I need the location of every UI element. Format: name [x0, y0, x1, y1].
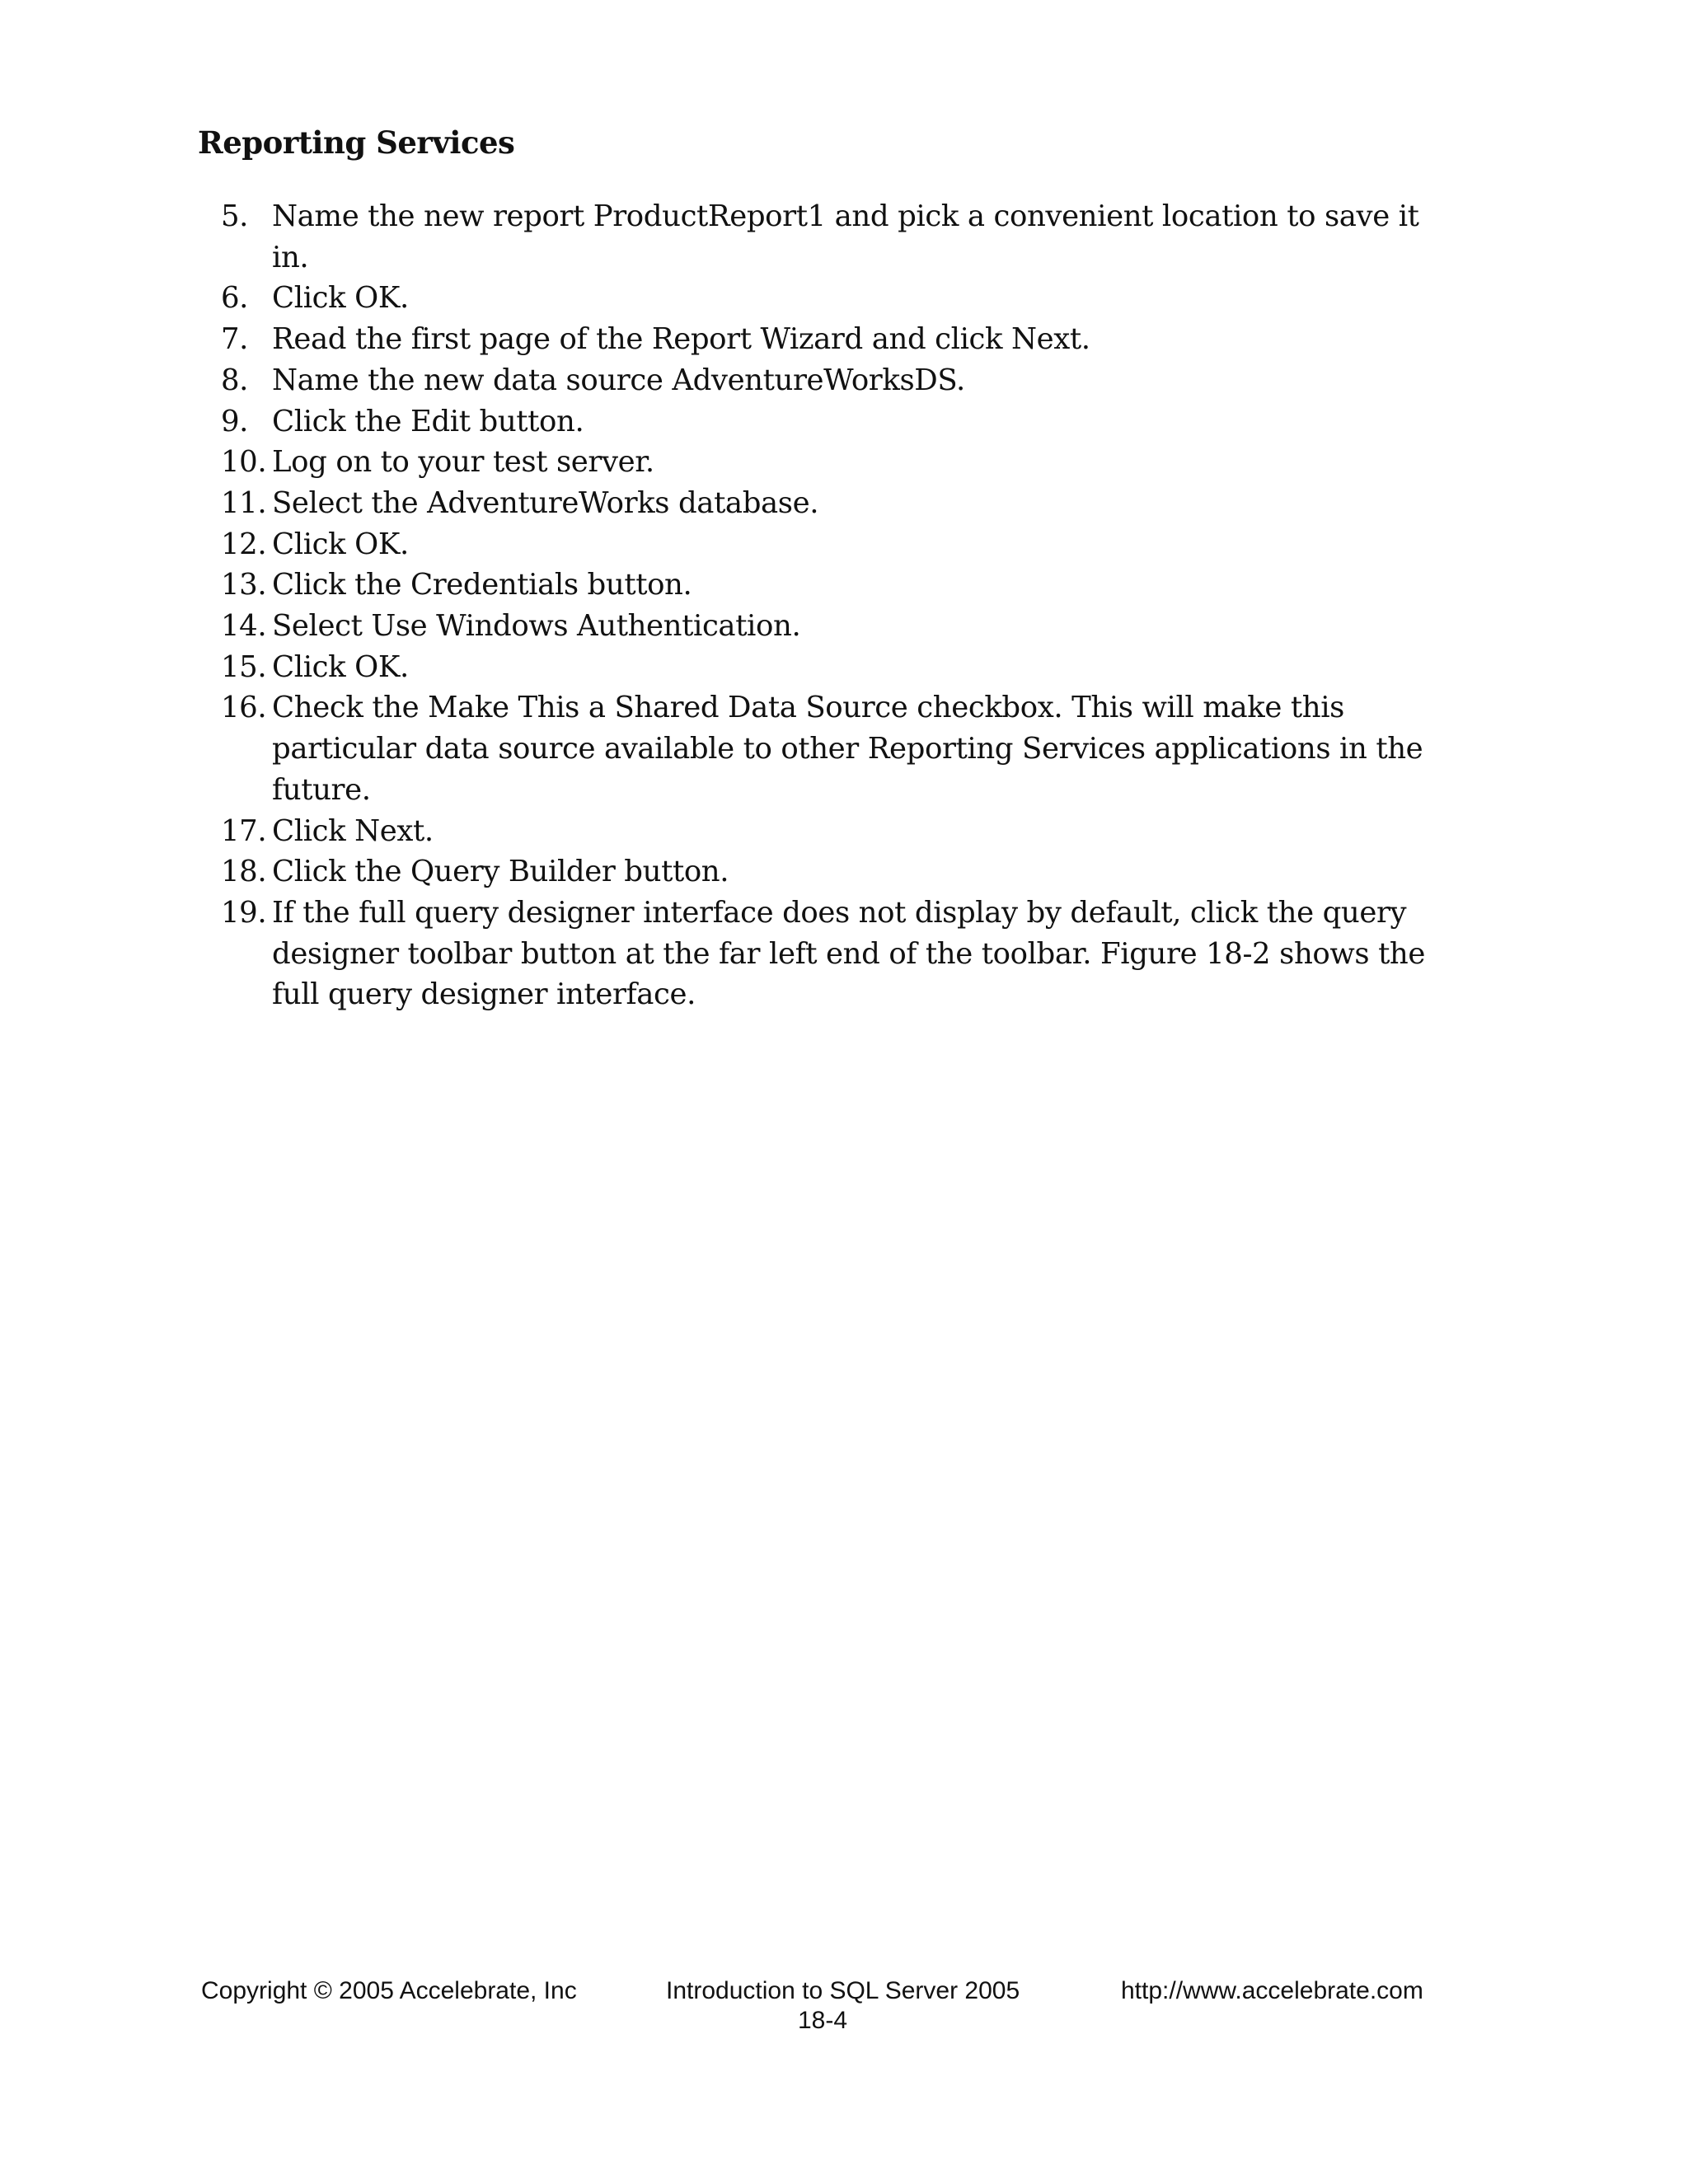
footer-copyright: Copyright © 2005 Accelebrate, Inc	[201, 1977, 577, 2004]
step-number: 6.	[221, 281, 249, 316]
step-text: If the full query designer interface does not display by default, click the query designer toolbar button at the far left end of the toolbar. Figure 18-2 shows the full query designer interface.	[272, 895, 1426, 1012]
step-text: Name the new data source AdventureWorksDS.	[272, 363, 965, 397]
step-number: 15.	[221, 649, 267, 684]
step-number: 19.	[221, 895, 267, 930]
step-text: Log on to your test server.	[272, 445, 654, 480]
step-text: Name the new report ProductReport1 and pick a convenient location to save it in.	[272, 199, 1419, 274]
list-item	[221, 360, 1441, 401]
list-item	[221, 647, 1441, 688]
list-item	[221, 524, 1441, 565]
step-text: Click the Edit button.	[272, 404, 584, 438]
list-item	[221, 278, 1441, 319]
list-item	[221, 442, 1441, 483]
footer-url[interactable]: http://www.accelebrate.com	[1121, 1977, 1423, 2004]
step-number: 14.	[221, 609, 267, 644]
step-text: Select the AdventureWorks database.	[272, 485, 819, 520]
step-number: 7.	[221, 322, 249, 357]
step-text: Click OK.	[272, 527, 409, 561]
step-number: 16.	[221, 691, 267, 725]
step-list	[221, 196, 1441, 1015]
step-number: 17.	[221, 813, 267, 848]
step-number: 9.	[221, 404, 249, 438]
step-text: Read the first page of the Report Wizard and click Next.	[272, 322, 1090, 357]
page-number: 18-4	[798, 2007, 848, 2034]
list-item	[221, 483, 1441, 524]
list-item	[221, 565, 1441, 606]
list-item	[221, 319, 1441, 360]
footer-course-title: Introduction to SQL Server 2005	[666, 1977, 1020, 2004]
list-item	[221, 811, 1441, 852]
list-item	[221, 401, 1441, 443]
step-text: Check the Make This a Shared Data Source checkbox. This will make this particular data source available to other Reporting Services applications in the future.	[272, 691, 1423, 807]
step-text: Click OK.	[272, 649, 409, 684]
step-text: Select Use Windows Authentication.	[272, 609, 801, 644]
step-text: Click OK.	[272, 281, 409, 316]
step-number: 18.	[221, 855, 267, 889]
step-number: 8.	[221, 363, 249, 397]
step-text: Click Next.	[272, 813, 434, 848]
list-item	[221, 196, 1441, 278]
list-item	[221, 606, 1441, 647]
list-item	[221, 851, 1441, 893]
step-number: 5.	[221, 199, 249, 233]
step-text: Click the Credentials button.	[272, 568, 692, 602]
list-item	[221, 893, 1441, 1015]
step-text: Click the Query Builder button.	[272, 855, 729, 889]
list-item	[221, 687, 1441, 810]
step-number: 11.	[221, 485, 267, 520]
section-title: Reporting Services	[198, 124, 515, 161]
step-number: 10.	[221, 445, 267, 480]
step-number: 12.	[221, 527, 267, 561]
step-number: 13.	[221, 568, 267, 602]
